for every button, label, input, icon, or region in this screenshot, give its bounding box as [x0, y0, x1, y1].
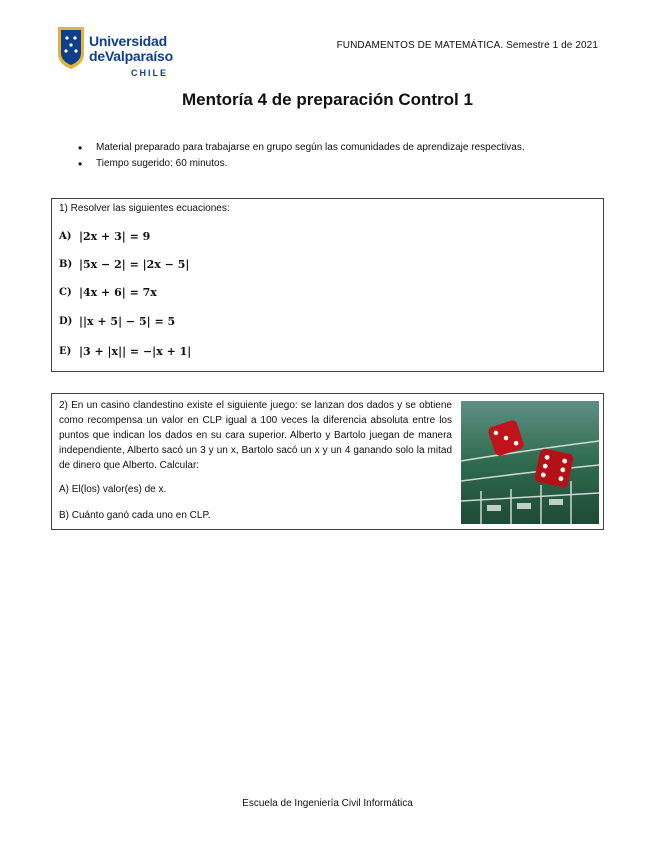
- equation-a: [59, 230, 150, 243]
- question-2-text: 2) En un casino clandestino existe el siguiente juego: se lanzan dos dados y se obtiene como recompensa un valor en CLP igual a 100 veces la diferencia absoluta entre los puntos que indican los dados en su cara superior. Alberto y Bartolo juegan de manera independiente, Alberto sacó un 3 y un x, Bartolo sacó un x y un 4 ganando solo la mitad de dinero que Alberto. Calcular:: [59, 400, 452, 471]
- equation-d: [59, 315, 175, 328]
- equation-letter: A): [59, 231, 72, 242]
- equation-letter: B): [59, 259, 73, 270]
- logo-line-1: Universidad: [89, 33, 167, 49]
- casino-dice-image: [461, 401, 599, 524]
- logo-line-2: deValparaíso: [89, 48, 173, 64]
- equation-expression: |5x − 2| = |2x − 5|: [79, 258, 190, 271]
- university-name: [89, 34, 173, 64]
- shield-icon: [57, 26, 85, 70]
- page-title: Mentoría 4 de preparación Control 1: [182, 90, 473, 109]
- question-1-box: [51, 198, 604, 372]
- intro-bullet: • Material preparado para trabajarse en grupo según las comunidades de aprendizaje respectivas.: [78, 140, 525, 156]
- course-header: FUNDAMENTOS DE MATEMÁTICA. Semestre 1 de 2021: [336, 40, 598, 51]
- die-2: [534, 448, 574, 488]
- equation-expression: |2x + 3| = 9: [79, 230, 151, 243]
- equation-letter: D): [59, 316, 73, 327]
- question-2-part-a: A) El(los) valor(es) de x.: [59, 484, 167, 495]
- intro-list: [78, 140, 525, 172]
- equation-letter: C): [59, 287, 72, 298]
- equation-expression: ||x + 5| − 5| = 5: [79, 315, 176, 328]
- university-logo: [57, 24, 172, 80]
- question-1-prompt: 1) Resolver las siguientes ecuaciones:: [59, 203, 230, 214]
- question-2-box: [51, 393, 604, 530]
- equation-b: [59, 258, 189, 271]
- page-footer: Escuela de Ingeniería Civil Informática: [242, 798, 413, 809]
- logo-country: CHILE: [131, 68, 168, 78]
- equation-expression: |4x + 6| = 7x: [79, 286, 157, 299]
- intro-bullet: • Tiempo sugerido: 60 minutos.: [78, 156, 525, 172]
- equation-c: [59, 286, 157, 299]
- equation-e: [59, 345, 191, 358]
- equation-letter: E): [59, 346, 72, 357]
- equation-expression: |3 + |x|| = −|x + 1|: [79, 345, 192, 358]
- question-2-part-b: B) Cuánto ganó cada uno en CLP.: [59, 510, 211, 521]
